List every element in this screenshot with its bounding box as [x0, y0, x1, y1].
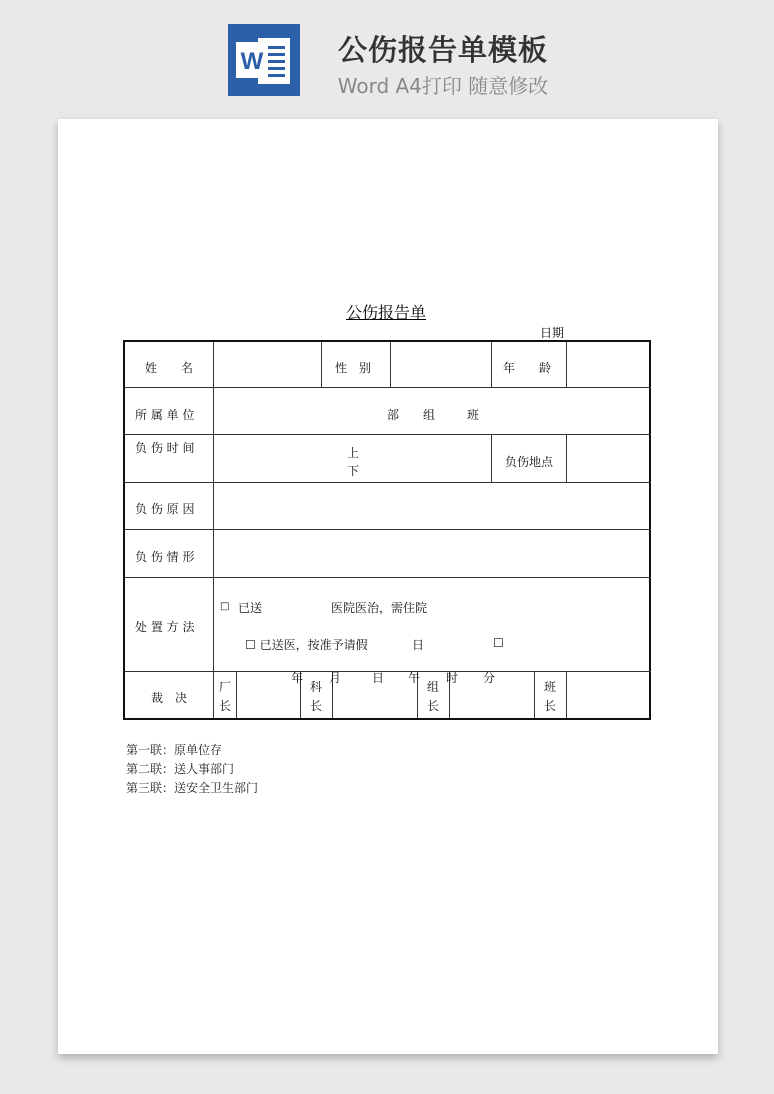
decision-label: 裁 决 — [151, 691, 188, 705]
unit-noon: 午 — [408, 671, 421, 685]
treatment-sent-text: 已送 — [238, 601, 263, 615]
unit-month: 月 — [329, 671, 342, 685]
team-label: 班 — [467, 408, 480, 422]
unit-minute: 分 — [483, 671, 496, 685]
team-head-char1: 班 — [544, 680, 557, 694]
group-head-char2: 长 — [427, 699, 440, 713]
group-label: 组 — [423, 408, 436, 422]
factory-head-char2: 长 — [219, 699, 232, 713]
am-label: 上 — [347, 446, 360, 460]
word-icon-letter: W — [240, 48, 264, 75]
name-label: 姓 名 — [145, 361, 194, 375]
age-label: 年 龄 — [503, 361, 552, 375]
note-copy-2: 第二联：送人事部门 — [126, 762, 235, 776]
pm-label: 下 — [347, 464, 360, 478]
word-document-icon — [228, 24, 300, 96]
injury-situation-label: 负 伤 情 形 — [135, 550, 195, 564]
report-form-table — [123, 340, 651, 720]
unit-label: 所 属 单 位 — [135, 408, 195, 422]
treatment-leave-text: ☐ 已送医，按准予请假 — [245, 638, 368, 652]
injury-time-label: 负 伤 时 间 — [135, 441, 195, 455]
injury-place-label: 负伤地点 — [505, 455, 554, 469]
copy-distribution-notes — [126, 741, 258, 798]
page-subtitle: Word A4打印 随意修改 — [337, 74, 549, 98]
treatment-label: 处 置 方 法 — [135, 620, 195, 634]
document-title: 公伤报告单 — [346, 303, 427, 322]
gender-label: 性 别 — [335, 361, 372, 375]
treatment-hospital-text: 医院医治，需住院 — [331, 601, 428, 615]
note-copy-1: 第一联：原单位存 — [126, 743, 223, 757]
group-head-char1: 组 — [427, 680, 440, 694]
page-title: 公伤报告单模板 — [337, 33, 548, 67]
checkbox-icon[interactable]: ☐ — [493, 636, 504, 650]
factory-head-char1: 厂 — [219, 680, 232, 694]
section-head-char1: 科 — [310, 680, 323, 694]
injury-cause-label: 负 伤 原 因 — [135, 502, 195, 516]
unit-year: 年 — [291, 671, 304, 685]
treatment-day-text: 日 — [412, 638, 425, 652]
date-label: 日期 — [540, 326, 565, 340]
unit-hour: 时 — [446, 671, 459, 685]
checkbox-icon[interactable]: □ — [220, 601, 230, 612]
note-copy-3: 第三联：送安全卫生部门 — [126, 781, 259, 795]
section-head-char2: 长 — [310, 699, 323, 713]
document-page — [58, 119, 718, 1054]
unit-day: 日 — [372, 671, 385, 685]
team-head-char2: 长 — [544, 699, 557, 713]
dept-label: 部 — [387, 408, 400, 422]
